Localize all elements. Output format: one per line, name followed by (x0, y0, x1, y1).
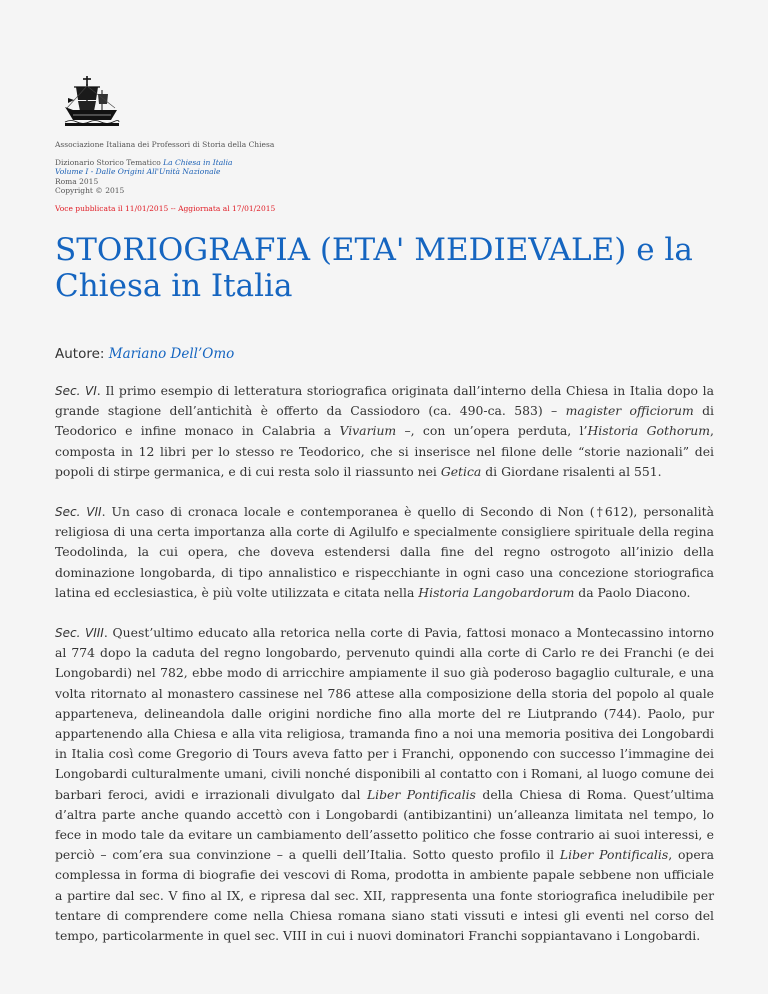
organization-name: Associazione Italiana dei Professori di Storia della Chiesa (55, 140, 275, 149)
paragraph (55, 502, 714, 603)
dictionary-prefix: Dizionario Storico Tematico (55, 157, 164, 167)
place-year: Roma 2015 (55, 176, 99, 186)
paragraph-text: . Il primo esempio di letteratura storiografica originata dall’interno della Chiesa in Italia dopo la grande stagione dell’antichità è offerto da Cassiodoro (ca. 490-ca. 583) – (55, 383, 714, 419)
author-link[interactable]: Mariano Dell’Omo (108, 346, 235, 362)
volume-title: Volume I - Dalle Origini All'Unità Nazionale (55, 167, 221, 177)
paragraph (55, 381, 714, 482)
paragraph-text: della Chiesa di Roma. Quest’ultima d’altra parte anche quando accettò con i Longobardi (antibizantini) un’alleanza limitata nel tempo, lo fece in modo tale da evitare un cambiamento dell’assetto politico che fosse contrario ai suoi interessi, e perciò – com’era sua convinzione – a quelli dell’Italia. Sotto questo profilo il (55, 786, 714, 863)
paragraph-text: . Un caso di cronaca locale e contemporanea è quello di Secondo di Non (†612), personalità religiosa di una certa importanza alla corte di Agilulfo e specialmente consigliere spirituale della regina Teodolinda, la cui opera, che doveva estendersi dalla fine del regno ostrogoto all’inizio della dominazione longobarda, di tipo annalistico e rispecchiante in ogni caso una concezione storiografica latina ed ecclesiastica, è più volte utilizzata e citata nella (55, 504, 714, 600)
paragraph-text: di Giordane risalenti al 551. (481, 463, 662, 479)
italic-term: Historia Gothorum (587, 423, 711, 439)
paragraph-text: di Teodorico e infine monaco in Calabria a (55, 403, 714, 439)
author-line (55, 346, 234, 362)
spacer (55, 150, 275, 158)
dictionary-title (55, 158, 275, 168)
copyright: Copyright © 2015 (55, 186, 125, 196)
paragraph (55, 623, 714, 946)
italic-term: Liber Pontificalis (559, 847, 669, 863)
italic-term: Historia Langobardorum (418, 584, 575, 600)
spacer (55, 196, 275, 204)
section-label: Sec. VI (55, 384, 97, 398)
ship-logo-icon (63, 74, 121, 130)
author-label: Autore: (55, 346, 109, 362)
publication-info (55, 140, 275, 214)
italic-term: Vivarium (339, 423, 397, 439)
italic-term: magister officiorum (565, 403, 694, 419)
section-label: Sec. VIII (55, 626, 104, 641)
dictionary-name: La Chiesa in Italia (163, 157, 233, 167)
paragraph-text: . Quest’ultimo educato alla retorica nella corte di Pavia, fattosi monaco a Montecassino intorno al 774 dopo la caduta del regno longobardo, pervenuto quindi alla corte di Carlo re dei Franchi (e dei Longobardi) nel 782, ebbe modo di arricchire ampiamente il suo già poderoso bagaglio culturale, e una volta ritornato al monastero cassinese nel 786 attese alla composizione della storia del popolo al quale apparteneva, delineandola dalle origini nordiche fino alla morte del re Liutprando (744). Paolo, pur appartenendo alla Chiesa e alla vita religiosa, tramanda fino a noi una memoria positiva dei Longobardi in Italia così come Gregorio di Tours aveva fatto per i Franchi, opponendo con successo l’immagine dei Longobardi culturalmente umani, civili nonché disponibili al contatto con i Romani, al luogo comune dei barbari feroci, avidi e irrazionali divulgato dal (55, 625, 714, 802)
paragraph-text: da Paolo Diacono. (574, 584, 691, 600)
paragraph-text: , composta in 12 libri per lo stesso re Teodorico, che si inserisce nel filone delle “storie nazionali” dei popoli di stirpe germanica, e di cui resta solo il riassunto nei (55, 423, 714, 479)
paragraph-text: –, con un’opera perduta, l’ (396, 423, 588, 439)
page-title: STORIOGRAFIA (ETA' MEDIEVALE) e la Chiesa in Italia (55, 232, 693, 304)
article-body (55, 381, 714, 966)
paragraph-text: , opera complessa in forma di biografie dei vescovi di Roma, prodotta in ambiente papale sebbene non ufficiale a partire dal sec. V fino al IX, e ripresa dal sec. XII, rappresenta una fonte storiografica ineludibile per tentare di comprendere come nella Chiesa romana siano stati vissuti e intesi gli eventi nel corso del tempo, particolarmente in quel sec. VIII in cui i nuovi dominatori Franchi soppiantavano i Longobardi. (55, 847, 714, 944)
italic-term: Getica (440, 463, 482, 479)
publication-date: Voce pubblicata il 11/01/2015 -- Aggiornata al 17/01/2015 (55, 203, 276, 213)
section-label: Sec. VII (55, 505, 102, 520)
italic-term: Liber Pontificalis (366, 786, 476, 802)
